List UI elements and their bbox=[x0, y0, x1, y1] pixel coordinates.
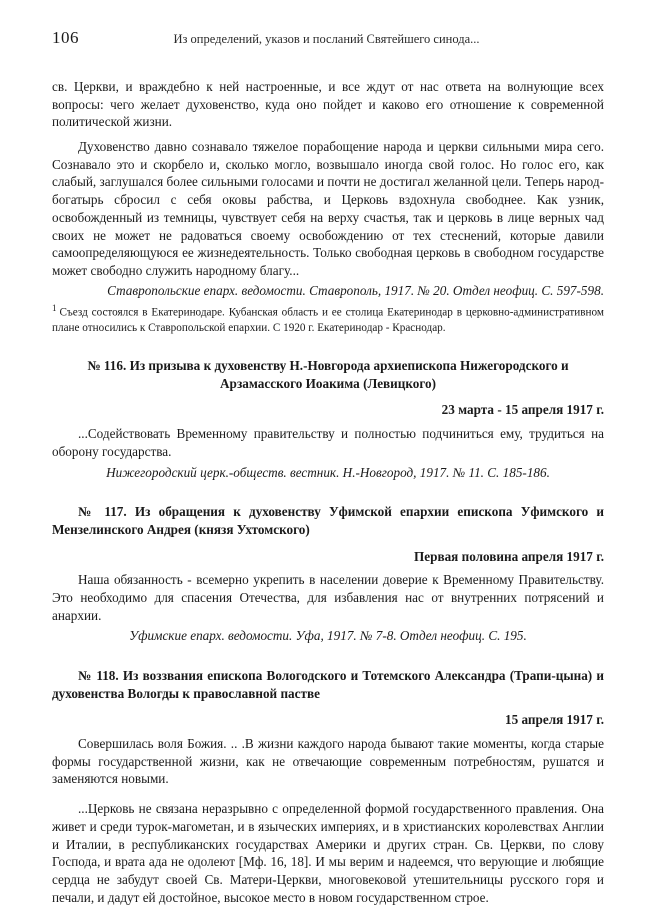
footnote-text: Съезд состоялся в Екатеринодаре. Кубанская область и ее столица Екатеринодар в церковно-административном плане относились к Ставропольской епархии. С 1920 г. Екатеринодар - Краснодар. bbox=[52, 306, 604, 334]
page-header bbox=[52, 28, 604, 48]
document-text-118-second: ...Церковь не связана неразрывно с определенной формой государственного правления. Она живет и среди турок-магометан, и в языческих империях, и в христианских королевствах Англии и Италии, в республиканских государствах Америки и других стран. Св. Церкви, по слову Господа, и врата ада не одолеют [Мф. 16, 18]. И мы верим и надеемся, что верующие и любящие сердца не забудут своей Св. Матери-Церкви, многовековой утешительницы русского горя и печали, и дадут ей достойное, высокое место в новом государственном строе. bbox=[52, 801, 604, 905]
document-date-116: 23 марта - 15 апреля 1917 г. bbox=[441, 402, 604, 418]
footnote bbox=[52, 303, 604, 335]
document-text-118-first: Совершилась воля Божия. .. .В жизни каждого народа бывают такие моменты, когда старые формы государственной жизни, как не отвечающие современным потребностям, рушатся и заменяются новыми. bbox=[52, 736, 604, 787]
document-body bbox=[52, 78, 604, 906]
running-title: Из определений, указов и посланий Святейшего синода... bbox=[173, 32, 480, 46]
source-citation: Ставропольские епарх. ведомости. Ставрополь, 1917. № 20. Отдел неофиц. С. 597-598. bbox=[107, 282, 604, 298]
document-source-116: Нижегородский церк.-обществ. вестник. Н.-Новгород, 1917. № 11. С. 185-186. bbox=[106, 464, 550, 480]
document-text-117: Наша обязанность - всемерно укрепить в населении доверие к Временному Правительству. Это необходимо для спасения Отечества, для избавления нас от внутренних потрясений и анархии. bbox=[52, 572, 604, 623]
paragraph: Духовенство давно сознавало тяжелое порабощение народа и церкви сильными мира сего. Сознавало это и скорбело и, сколько могло, возвышало иногда свой голос. Но голос его, как слабый, заглушался более сильными голосами и почти не достигал желанной цели. Теперь народ-богатырь сбросил с себя оковы рабства, и Церковь вздохнула свободнее. Как узник, освобожденный из темницы, чувствует себя на верху счастья, так и церковь в лице верных чад своих не может не радоваться своему освобождению от тех стеснений, которые давили самоопределяющуюся ее жизнедеятельность. Только свободная церковь в свободном государстве может свободно служить народному благу... bbox=[52, 139, 604, 278]
paragraph-continuation: св. Церкви, и враждебно к ней настроенные, и все ждут от нас ответа на волнующие всех вопросы: чего желает духовенство, куда оно пойдет и каково его отношение к современной политической жизни. bbox=[52, 79, 604, 130]
document-heading-118: № 118. Из воззвания епископа Вологодского и Тотемского Александра (Трапи-цына) и духовенства Вологды к православной пастве bbox=[52, 668, 604, 701]
document-heading-116: № 116. Из призыва к духовенству Н.-Новгорода архиепископа Нижегородского и Арзамасского Иоакима (Левицкого) bbox=[87, 358, 569, 391]
document-date-117: Первая половина апреля 1917 г. bbox=[414, 548, 604, 564]
footnote-marker: 1 bbox=[52, 303, 57, 314]
page-number: 106 bbox=[52, 28, 79, 47]
document-heading-117: № 117. Из обращения к духовенству Уфимской епархии епископа Уфимского и Мензелинского Андрея (князя Ухтомского) bbox=[52, 504, 604, 537]
document-date-118: 15 апреля 1917 г. bbox=[505, 712, 604, 728]
document-source-117: Уфимские епарх. ведомости. Уфа, 1917. № 7-8. Отдел неофиц. С. 195. bbox=[129, 628, 527, 644]
document-text-116: ...Содействовать Временному правительству и полностью подчиниться ему, трудиться на оборону государства. bbox=[52, 426, 604, 459]
